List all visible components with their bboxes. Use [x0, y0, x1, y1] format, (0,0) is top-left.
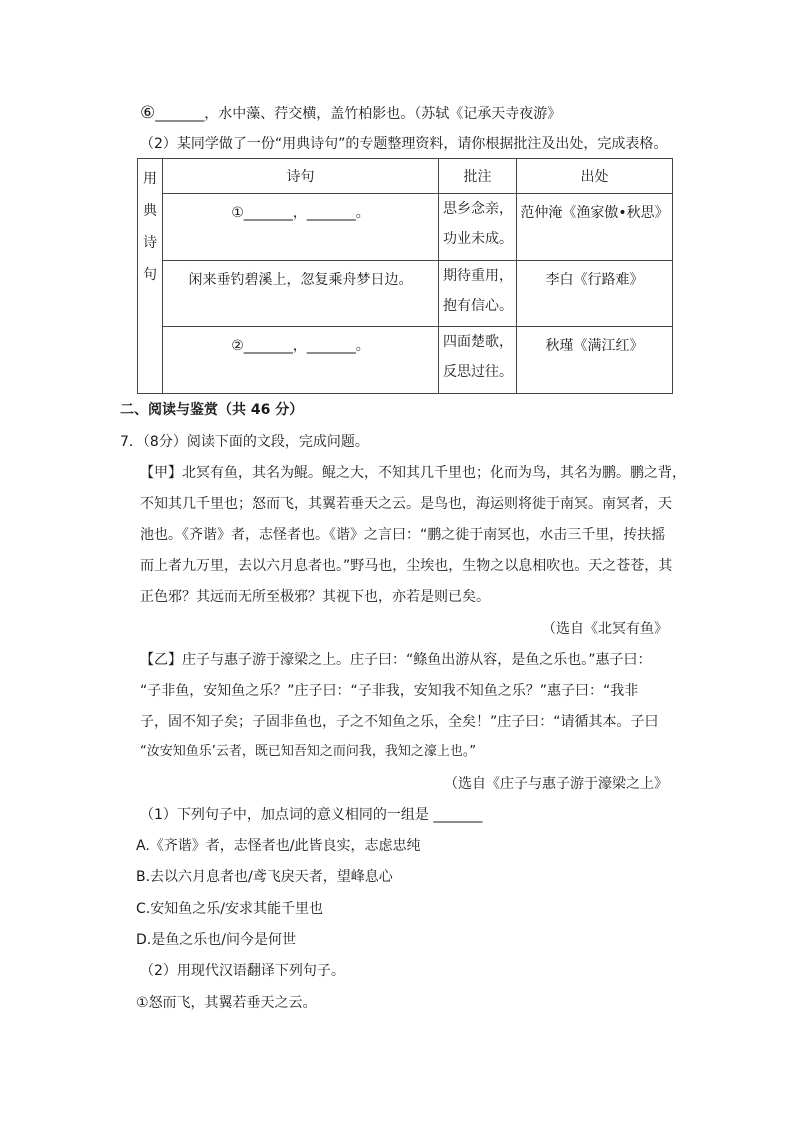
passage-yi-line: “子非鱼，安知鱼之乐？”庄子曰：“子非我，安知我不知鱼之乐？”惠子曰：“我非	[140, 683, 639, 699]
passage-yi-source: （选自《庄子与惠子游于濠梁之上》	[444, 776, 668, 792]
header-poem: 诗句	[163, 159, 439, 194]
allusion-table	[137, 158, 673, 394]
side-char: 用	[143, 171, 157, 187]
option-c: C.安知鱼之乐/安求其能千里也	[136, 901, 323, 917]
passage-yi-line: “汝安知鱼乐’云者，既已知吾知之而问我，我知之濠上也。”	[140, 744, 477, 759]
translate-item: ①怒而飞，其翼若垂天之云。	[136, 995, 317, 1011]
q2-intro: （2）某同学做了一份“用典诗句”的专题整理资料，请你根据批注及出处，完成表格。	[140, 136, 668, 152]
source-cell: 李白《行路难》	[517, 260, 673, 327]
note-cell	[439, 194, 517, 261]
table-row	[138, 194, 673, 261]
sub-question-text: （1）下列句子中，加点词的意义相同的一组是	[140, 807, 429, 823]
answer-blank: _______	[155, 106, 205, 122]
item-number: ⑥	[140, 103, 156, 123]
note-cell	[439, 260, 517, 327]
header-source: 出处	[517, 159, 673, 194]
option-b: B.去以六月息者也/鸢飞戾天者，望峰息心	[136, 869, 393, 885]
answer-blank[interactable]: _______	[433, 807, 483, 823]
q7-title: 7．（8分）阅读下面的文段，完成问题。	[120, 434, 369, 450]
note-line: 思乡念亲，	[443, 201, 513, 218]
table-row	[138, 327, 673, 394]
poem-cell: 闲来垂钓碧溪上，忽复乘舟梦日边。	[163, 260, 439, 327]
sub-question-1	[140, 805, 482, 825]
q6-line	[140, 103, 561, 124]
header-note: 批注	[439, 159, 517, 194]
passage-jia-line: 而上者九万里，去以六月息者也。”野马也，尘埃也，生物之以息相吹也。天之苍苍，其	[140, 558, 673, 574]
note-line: 反思过往。	[443, 364, 513, 381]
sub-question-2: （2）用现代汉语翻译下列句子。	[140, 963, 345, 979]
note-cell	[439, 327, 517, 394]
note-line: 抱有信心。	[443, 297, 513, 314]
note-line: 四面楚歌，	[443, 334, 513, 351]
note-line: 功业未成。	[443, 231, 513, 248]
q6-text: ，水中藻、荇交横，盖竹柏影也。（苏轼《记承天寺夜游》	[204, 106, 562, 122]
passage-yi-line: 【乙】庄子与惠子游于濠梁之上。庄子曰：“鲦鱼出游从容，是鱼之乐也。”惠子曰：	[140, 652, 652, 668]
source-cell: 秋瑾《满江红》	[517, 327, 673, 394]
table-side-label	[138, 159, 163, 394]
passage-jia-line: 【甲】北冥有鱼，其名为鲲。鲲之大，不知其几千里也；化而为鸟，其名为鹏。鹏之背，	[140, 465, 686, 481]
passage-jia-line: 池也。《齐谐》者，志怪者也。《谐》之言曰：“鹏之徙于南冥也，水击三千里，抟扶摇	[140, 527, 666, 543]
poem-cell[interactable]: ②_______，_______。	[163, 327, 439, 394]
table-row	[138, 260, 673, 327]
side-char: 典	[143, 203, 157, 219]
source-cell: 范仲淹《渔家傲•秋思》	[517, 194, 673, 261]
note-line: 期待重用，	[443, 267, 513, 284]
section-heading: 二、阅读与鉴赏（共 46 分）	[120, 402, 304, 418]
side-char: 句	[143, 267, 157, 283]
side-char: 诗	[143, 235, 157, 251]
passage-jia-source: （选自《北冥有鱼》	[542, 621, 668, 637]
option-d: D.是鱼之乐也/问今是何世	[136, 932, 296, 948]
passage-jia-line: 正色邪？其远而无所至极邪？其视下也，亦若是则已矣。	[140, 589, 490, 605]
option-a: A.《齐谐》者，志怪者也/此皆良实，志虑忠纯	[136, 838, 421, 854]
poem-cell[interactable]: ①_______，_______。	[163, 194, 439, 261]
passage-yi-line: 子，固不知子矣；子固非鱼也，子之不知鱼之乐，全矣！”庄子曰：“请循其本。子曰	[140, 714, 659, 730]
passage-jia-line: 不知其几千里也；怒而飞，其翼若垂天之云。是鸟也，海运则将徙于南冥。南冥者，天	[140, 496, 672, 512]
